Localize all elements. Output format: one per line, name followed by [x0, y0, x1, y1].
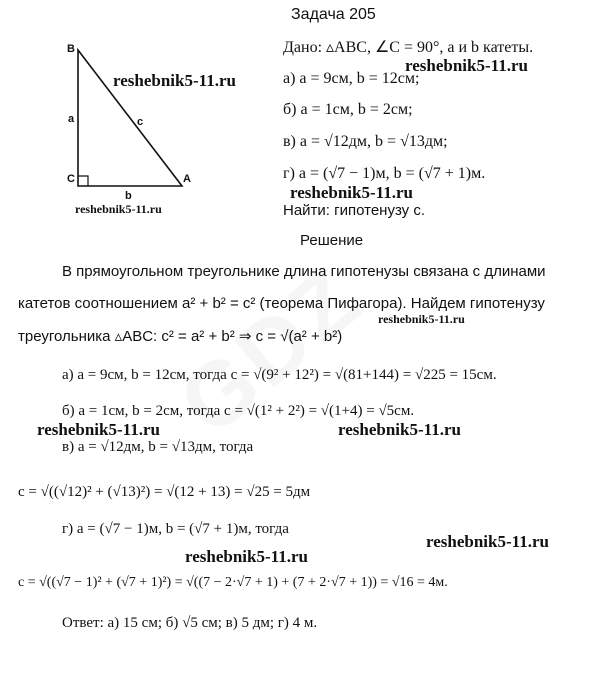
watermark-7: reshebnik5-11.ru	[338, 420, 461, 439]
solution-case-d-line-1: г) a = (√7 − 1)м, b = (√7 + 1)м, тогда	[62, 521, 289, 537]
solution-paragraph-line-1: В прямоугольном треугольнике длина гипотенузы связана с длинами	[62, 263, 546, 280]
right-angle-mark	[78, 176, 88, 186]
solution-case-d-line-2: c = √((√7 − 1)² + (√7 + 1)²) = √((7 − 2·√7 + 1) + (7 + 2·√7 + 1)) = √16 = 4м.	[18, 575, 448, 590]
watermark-8: reshebnik5-11.ru	[426, 532, 549, 551]
solution-paragraph-line-3: треугольника ▵ABC: c² = a² + b² ⇒ c = √(a² + b²)	[18, 328, 343, 345]
side-b-label: b	[125, 190, 132, 202]
watermark-5: reshebnik5-11.ru	[378, 312, 465, 326]
side-c-label: c	[137, 116, 144, 128]
solution-paragraph-line-2: катетов соотношением a² + b² = c² (теорема Пифагора). Найдем гипотенузу	[18, 295, 545, 312]
given-line: Дано: ▵ABC, ∠C = 90°, a и b катеты.	[283, 39, 534, 56]
solution-case-b: б) a = 1см, b = 2см, тогда c = √(1² + 2²) = √(1+4) = √5см.	[62, 403, 415, 419]
solution-case-c-line-1: в) a = √12дм, b = √13дм, тогда	[62, 439, 254, 455]
vertex-c-label: C	[67, 173, 75, 185]
solution-case-c-line-2: c = √((√12)² + (√13)²) = √(12 + 13) = √25 = 5дм	[18, 484, 311, 500]
solution-heading: Решение	[300, 232, 364, 249]
vertex-a-label: A	[183, 173, 191, 185]
given-case-d: г) a = (√7 − 1)м, b = (√7 + 1)м.	[283, 165, 486, 182]
find-line: Найти: гипотенузу c.	[283, 202, 425, 219]
watermark-4: reshebnik5-11.ru	[290, 183, 413, 202]
watermark-6: reshebnik5-11.ru	[37, 420, 160, 439]
watermark-9: reshebnik5-11.ru	[185, 547, 308, 566]
watermark-2: reshebnik5-11.ru	[75, 202, 162, 216]
solution-case-a: а) a = 9см, b = 12см, тогда c = √(9² + 12²) = √(81+144) = √225 = 15см.	[62, 367, 497, 383]
vertex-b-label: B	[67, 43, 75, 55]
problem-title: Задача 205	[291, 6, 376, 23]
watermark-3: reshebnik5-11.ru	[405, 56, 528, 75]
given-case-b: б) a = 1см, b = 2см;	[283, 101, 413, 118]
given-case-a: а) a = 9см, b = 12см;	[283, 70, 420, 87]
watermark-1: reshebnik5-11.ru	[113, 71, 236, 90]
given-case-c: в) a = √12дм, b = √13дм;	[283, 133, 448, 150]
side-a-label: a	[68, 113, 75, 125]
answer-line: Ответ: а) 15 см; б) √5 см; в) 5 дм; г) 4 м.	[62, 615, 318, 631]
